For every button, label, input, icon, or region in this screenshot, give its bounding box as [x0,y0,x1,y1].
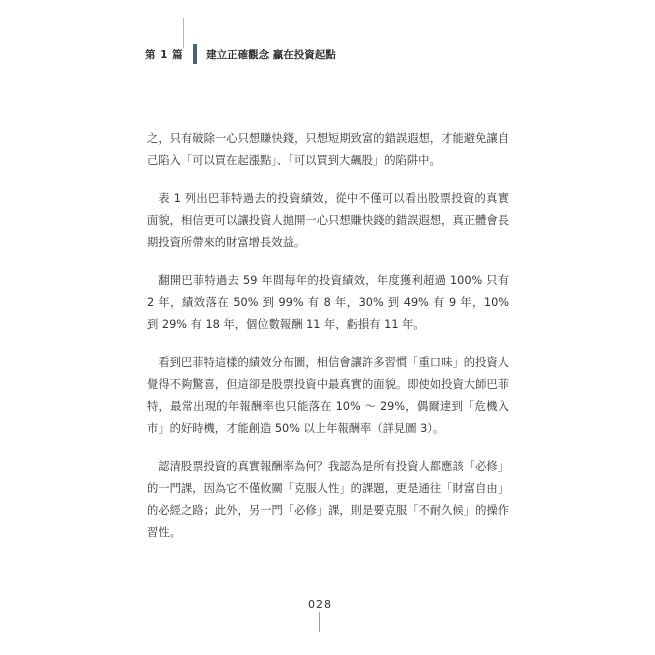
paragraph: 翻開巴菲特過去 59 年間每年的投資績效，年度獲利超過 100% 只有 2 年，績效落在 50% 到 99% 有 8 年，30% 到 49% 有 9 年，10% 到 29% 有 18 年，個位數報酬 11 年，虧損有 11 年。 [147,274,509,331]
chapter-title: 建立正確觀念 贏在投資起點 [206,48,336,61]
paragraph: 認清股票投資的真實報酬率為何？我認為是所有投資人都應該「必修」的一門課，因為它不僅攸關「克服人性」的課題，更是通往「財富自由」的必經之路；此外，另一門「必修」課，則是要克服「不耐久候」的操作習性。 [147,460,509,539]
chapter-label: 第 1 篇 [145,48,184,61]
paragraph: 表 1 列出巴菲特過去的投資績效，從中不僅可以看出股票投資的真實面貌，相信更可以讓投資人拋開一心只想賺快錢的錯誤遐想，真正體會長期投資所帶來的財富增長效益。 [147,192,509,249]
running-header [145,44,336,64]
paragraph: 看到巴菲特這樣的績效分布圖，相信會讓許多習慣「重口味」的投資人覺得不夠驚喜，但這卻是股票投資中最真實的面貌。即使如投資大師巴菲特，最常出現的年報酬率也只能落在 10% ～ 29%，偶爾達到「危機入市」的好時機，才能創造 50% 以上年報酬率（詳見圖 3）。 [147,356,509,435]
bottom-rule [319,612,320,632]
paragraph: 之，只有破除一心只想賺快錢，只想短期致富的錯誤遐想，才能避免讓自己陷入「可以買在起漲點」、「可以買到大飆股」的陷阱中。 [147,132,509,167]
page-number: 028 [308,598,332,611]
header-divider-bar [193,44,197,64]
body-text [147,128,509,560]
